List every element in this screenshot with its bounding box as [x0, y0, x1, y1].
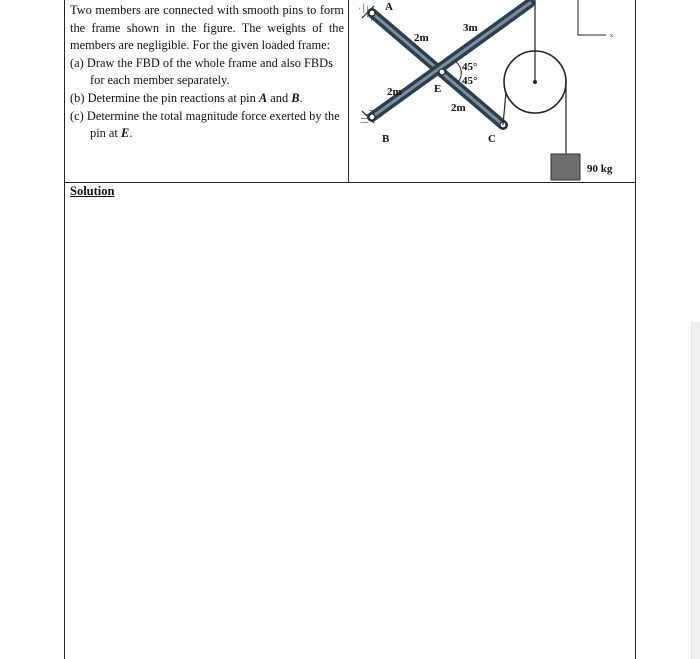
problem-part-c: (c) Determine the total magnitude force exerted by the pin at E.	[70, 108, 340, 141]
problem-part-b: (b) Determine the pin reactions at pin A and B.	[70, 90, 303, 105]
table-border-right	[635, 0, 636, 659]
mass-block	[551, 154, 580, 180]
table-border-left	[64, 0, 65, 659]
pulley	[503, 0, 566, 154]
scrollbar[interactable]	[691, 322, 700, 659]
problem-statement	[70, 2, 344, 143]
label-E: E	[434, 83, 442, 95]
solution-heading: Solution	[70, 184, 115, 198]
axes	[578, 0, 613, 39]
dim-lower-right: 2m	[451, 102, 466, 114]
label-C: C	[488, 133, 496, 145]
angle-upper-label: 45°	[462, 61, 478, 73]
label-B: B	[382, 133, 390, 145]
pin-A	[369, 10, 375, 16]
table-row-divider	[64, 182, 636, 183]
svg-text:x: x	[610, 33, 613, 39]
dim-upper-left: 2m	[414, 32, 429, 44]
problem-intro: Two members are connected with smooth pins to form the frame shown in the figure. The weights of the members are negligible. For the given loaded frame:	[70, 3, 344, 53]
mass-label: 90 kg	[587, 163, 613, 175]
label-A: A	[385, 1, 393, 13]
pin-E	[439, 69, 445, 75]
table-border-middle	[348, 0, 349, 183]
problem-part-a: (a) Draw the FBD of the whole frame and also FBDs for each member separately.	[70, 55, 333, 88]
dim-upper-right: 3m	[463, 22, 478, 34]
member-BD	[372, 3, 530, 117]
frame-figure	[352, 0, 635, 182]
dim-lower-left: 2m	[387, 86, 402, 98]
pin-B	[369, 114, 375, 120]
angle-lower-label: 45°	[462, 75, 478, 87]
